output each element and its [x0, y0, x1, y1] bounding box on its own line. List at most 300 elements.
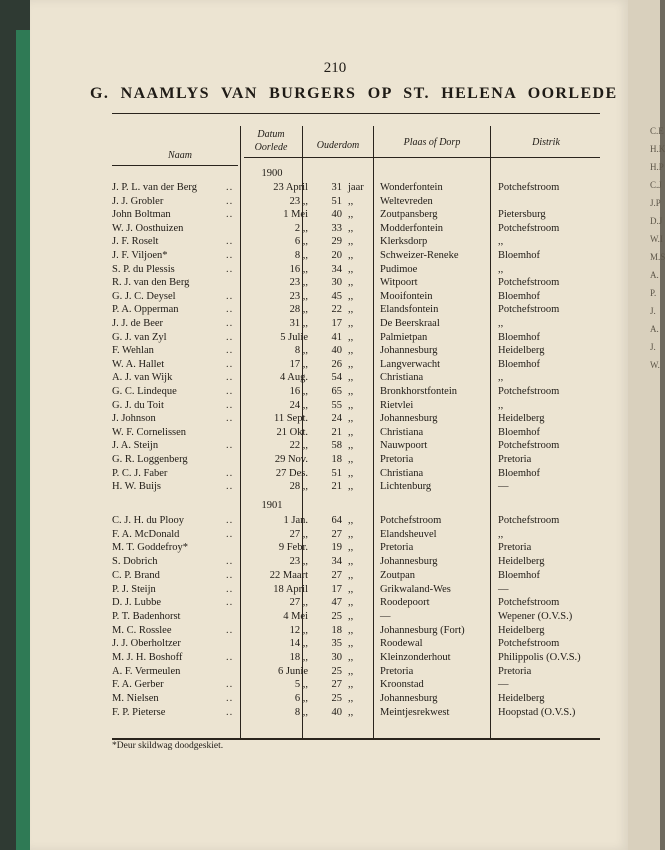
- cell-date: 11 Sept.: [273, 413, 308, 425]
- cell-name: F. A. Gerber: [112, 679, 164, 691]
- cell-date: 8 ,,: [294, 345, 308, 357]
- cell-district: Heidelberg: [498, 413, 545, 425]
- facing-page-text: W.: [650, 360, 660, 370]
- leader-dots: ..: [226, 236, 234, 248]
- cell-place: Pretoria: [380, 542, 414, 554]
- facing-page-text: A.: [650, 324, 659, 334]
- cell-district: Potchefstroom: [498, 386, 560, 397]
- cell-age: 34: [331, 556, 342, 568]
- cell-age-unit: ,,: [348, 638, 354, 650]
- facing-page-text: H.P: [650, 162, 664, 172]
- cell-date: 4 Mei: [283, 610, 308, 622]
- cell-age-unit: ,,: [348, 665, 354, 677]
- year-heading-1900: 1900: [261, 168, 283, 179]
- cell-place: Langverwacht: [380, 358, 441, 370]
- cell-name: C. P. Brand: [112, 569, 160, 581]
- cell-place: Roodewal: [380, 638, 423, 650]
- cell-age: 29: [331, 236, 342, 248]
- leader-dots: ..: [226, 413, 234, 425]
- cell-date: 6 Junie: [277, 665, 308, 677]
- cell-place: Meintjesrekwest: [380, 706, 450, 718]
- table-row: [112, 303, 612, 317]
- cell-district: Potchefstroom: [498, 222, 560, 234]
- cell-place: Roodepoort: [380, 597, 430, 609]
- table-row: [112, 371, 612, 385]
- cell-name: S. P. du Plessis: [112, 263, 175, 275]
- cell-name: M. T. Goddefroy*: [112, 542, 189, 554]
- table-row: [112, 249, 612, 263]
- cell-age: 33: [331, 222, 342, 234]
- cell-date: 4 Aug.: [279, 372, 308, 384]
- cell-age-unit: ,,: [348, 290, 354, 302]
- cell-age-unit: ,,: [348, 706, 354, 718]
- facing-page-text: M.S: [650, 252, 665, 262]
- cell-age: 55: [331, 399, 342, 411]
- cell-name: D. J. Lubbe: [112, 597, 161, 609]
- table-row: [112, 358, 612, 372]
- cell-age: 58: [331, 440, 342, 452]
- table-row: [112, 426, 612, 440]
- cell-age: 51: [331, 467, 342, 479]
- table-row: [112, 480, 612, 494]
- table-row: [112, 528, 612, 542]
- cell-age-unit: ,,: [348, 277, 354, 289]
- cell-district: Hoopstad (O.V.S.): [498, 706, 576, 718]
- table-row: [112, 331, 612, 345]
- cell-name: H. W. Buijs: [112, 481, 162, 493]
- cell-name: F. P. Pieterse: [112, 706, 166, 718]
- cell-age: 25: [331, 665, 342, 677]
- table-row: [112, 399, 612, 413]
- cell-date: 21 Okt.: [276, 426, 308, 438]
- cell-date: 28 ,,: [289, 481, 308, 493]
- cell-age: 20: [331, 250, 342, 261]
- leader-dots: ..: [226, 693, 234, 705]
- cell-age: 40: [331, 706, 342, 718]
- cell-age-unit: ,,: [348, 413, 354, 425]
- cell-district: ,,: [498, 263, 504, 275]
- cell-age: 64: [331, 515, 342, 526]
- table-row: [112, 514, 612, 528]
- cell-age-unit: ,,: [348, 679, 354, 691]
- table-row: [112, 706, 612, 720]
- cell-district: ,,: [498, 372, 504, 384]
- cell-age: 40: [331, 345, 342, 357]
- cell-name: P. T. Badenhorst: [112, 610, 181, 622]
- cell-age: 27: [331, 679, 342, 691]
- cell-date: 18 April: [273, 583, 308, 595]
- header-date-line2: Oorlede: [254, 142, 288, 153]
- leader-dots: ..: [226, 624, 234, 636]
- cell-place: Christiana: [380, 372, 424, 384]
- cell-name: G. R. Loggenberg: [112, 454, 188, 465]
- cell-age: 18: [331, 454, 342, 465]
- leader-dots: ..: [226, 399, 234, 411]
- leader-dots: ..: [226, 597, 234, 609]
- cell-district: Heidelberg: [498, 693, 545, 705]
- cell-age-unit: ,,: [348, 583, 354, 595]
- cell-age-unit: jaar: [348, 182, 364, 193]
- cell-district: Potchefstroom: [498, 440, 560, 452]
- cell-name: J. F. Viljoen*: [112, 250, 168, 261]
- table-row: [112, 385, 612, 399]
- cell-place: Potchefstroom: [380, 515, 442, 526]
- cell-district: Pietersburg: [498, 209, 546, 221]
- leader-dots: ..: [226, 331, 234, 343]
- leader-dots: ..: [226, 556, 234, 568]
- cell-date: 16 ,,: [289, 263, 308, 275]
- cell-date: 18 ,,: [289, 652, 308, 663]
- cell-age: 54: [331, 372, 342, 384]
- cell-date: 9 Febr.: [278, 542, 308, 554]
- table-row: [112, 181, 612, 195]
- cell-date: 6 ,,: [294, 236, 308, 248]
- cell-name: S. Dobrich: [112, 556, 158, 568]
- cell-date: 23 ,,: [289, 290, 308, 302]
- leader-dots: ..: [226, 209, 234, 221]
- leader-dots: ..: [226, 440, 234, 452]
- cell-place: Witpoort: [380, 277, 418, 289]
- cell-name: W. J. Oosthuizen: [112, 222, 184, 234]
- cell-age-unit: ,,: [348, 195, 354, 207]
- cell-district: Heidelberg: [498, 556, 545, 568]
- cell-name: J. J. de Beer: [112, 318, 164, 329]
- cell-place: Elandsfontein: [380, 304, 439, 316]
- cell-date: 8 ,,: [294, 250, 308, 261]
- table-row: [112, 439, 612, 453]
- facing-page-text: H.K: [650, 144, 665, 154]
- cell-name: J. P. L. van der Berg: [112, 182, 197, 193]
- cell-place: Mooifontein: [380, 290, 433, 302]
- cell-date: 1 Mei: [283, 209, 308, 221]
- table-top-rule: [112, 113, 600, 114]
- cell-date: 6 ,,: [294, 693, 308, 705]
- cell-age-unit: ,,: [348, 542, 354, 554]
- leader-dots: ..: [226, 706, 234, 718]
- table-row: [112, 290, 612, 304]
- cell-age-unit: ,,: [348, 209, 354, 221]
- cell-place: Grikwaland-Wes: [380, 583, 451, 595]
- cell-place: Zoutpansberg: [380, 209, 438, 221]
- cell-age: 21: [331, 481, 342, 493]
- table-bottom-rule: [112, 738, 600, 740]
- leader-dots: ..: [226, 318, 234, 329]
- cell-place: Klerksdorp: [380, 236, 428, 248]
- cell-district: —: [498, 481, 509, 493]
- cell-name: W. F. Cornelissen: [112, 426, 187, 438]
- header-name: Naam: [168, 150, 192, 161]
- cell-place: Modderfontein: [380, 222, 443, 234]
- leader-dots: ..: [226, 195, 234, 207]
- cell-date: 17 ,,: [289, 358, 308, 370]
- cell-date: 22 Maart: [269, 569, 308, 581]
- cell-age: 34: [331, 263, 342, 275]
- cell-age: 19: [331, 542, 342, 554]
- cell-district: Potchefstroom: [498, 515, 560, 526]
- cell-age: 45: [331, 290, 342, 302]
- cell-name: P. J. Steijn: [112, 583, 156, 595]
- cell-age-unit: ,,: [348, 236, 354, 248]
- cell-date: 27 Des.: [275, 467, 308, 479]
- cell-place: Johannesburg: [380, 345, 438, 357]
- cell-place: Pretoria: [380, 665, 414, 677]
- table-row: [112, 555, 612, 569]
- cell-name: M. J. H. Boshoff: [112, 652, 183, 663]
- cell-district: Bloemhof: [498, 331, 540, 343]
- cell-date: 22 ,,: [289, 440, 308, 452]
- cell-age: 35: [331, 638, 342, 650]
- facing-page-text: P.: [650, 288, 657, 298]
- cell-district: Potchefstroom: [498, 304, 560, 316]
- cell-place: Elandsheuvel: [380, 528, 437, 540]
- leader-dots: ..: [226, 263, 234, 275]
- cell-age: 22: [331, 304, 342, 316]
- cell-name: A. F. Vermeulen: [112, 665, 181, 677]
- cell-place: Johannesburg: [380, 693, 438, 705]
- cell-name: J. Johnson: [112, 413, 156, 425]
- cell-age: 25: [331, 693, 342, 705]
- cell-age-unit: ,,: [348, 515, 354, 526]
- header-age: Ouderdom: [316, 140, 360, 151]
- table-row: [112, 583, 612, 597]
- cell-place: Zoutpan: [380, 569, 415, 581]
- cell-name: F. A. McDonald: [112, 528, 180, 540]
- table-row: [112, 624, 612, 638]
- cell-age: 17: [331, 318, 342, 329]
- table-row: [112, 453, 612, 467]
- cell-place: Rietvlei: [380, 399, 414, 411]
- cell-name: G. J. van Zyl: [112, 331, 167, 343]
- cell-name: J. J. Grobler: [112, 195, 164, 207]
- leader-dots: ..: [226, 304, 234, 316]
- cell-age-unit: ,,: [348, 263, 354, 275]
- cell-name: J. F. Roselt: [112, 236, 159, 248]
- cell-district: ,,: [498, 399, 504, 411]
- cell-name: C. J. H. du Plooy: [112, 515, 185, 526]
- table-row: [112, 637, 612, 651]
- cell-name: G. C. Lindeque: [112, 386, 177, 397]
- cell-place: Kleinzonderhout: [380, 652, 451, 663]
- cell-place: Nauwpoort: [380, 440, 428, 452]
- cell-place: Kroonstad: [380, 679, 424, 691]
- table-row: [112, 235, 612, 249]
- cell-age-unit: ,,: [348, 454, 354, 465]
- cell-place: Lichtenburg: [380, 481, 432, 493]
- cell-place: Pudimoe: [380, 263, 418, 275]
- cell-district: Pretoria: [498, 542, 532, 554]
- footnote: *Deur skildwag doodgeskiet.: [112, 741, 224, 751]
- cell-district: Bloemhof: [498, 358, 540, 370]
- cell-age: 21: [331, 426, 342, 438]
- year-heading-1901: 1901: [261, 500, 283, 511]
- cell-age-unit: ,,: [348, 440, 354, 452]
- table-row: [112, 276, 612, 290]
- table-row: [112, 569, 612, 583]
- cell-district: Bloemhof: [498, 569, 540, 581]
- cell-date: 27 ,,: [289, 528, 308, 540]
- cell-age: 41: [331, 331, 342, 343]
- leader-dots: ..: [226, 467, 234, 479]
- cell-place: Christiana: [380, 467, 424, 479]
- table-row: [112, 541, 612, 555]
- leader-dots: ..: [226, 679, 234, 691]
- cell-age: 24: [331, 413, 342, 425]
- cell-place: —: [380, 610, 391, 622]
- cell-date: 31 ,,: [289, 318, 308, 329]
- cell-age: 27: [331, 569, 342, 581]
- leader-dots: ..: [226, 358, 234, 370]
- cell-district: Potchefstroom: [498, 597, 560, 609]
- cell-age-unit: ,,: [348, 528, 354, 540]
- cell-district: ,,: [498, 236, 504, 248]
- cell-date: 23 ,,: [289, 195, 308, 207]
- leader-dots: ..: [226, 290, 234, 302]
- cell-age: 18: [331, 624, 342, 636]
- table-row: [112, 651, 612, 665]
- cell-name: J. A. Steijn: [112, 440, 159, 452]
- cell-district: Potchefstroom: [498, 638, 560, 650]
- table-row: [112, 208, 612, 222]
- cell-age-unit: ,,: [348, 556, 354, 568]
- cell-age-unit: ,,: [348, 610, 354, 622]
- leader-dots: ..: [226, 583, 234, 595]
- cell-district: Bloemhof: [498, 467, 540, 479]
- cell-age: 65: [331, 386, 342, 397]
- cell-age: 25: [331, 610, 342, 622]
- cell-place: Bronkhorstfontein: [380, 386, 457, 397]
- cell-date: 27 ,,: [289, 597, 308, 609]
- cell-name: P. A. Opperman: [112, 304, 179, 316]
- cell-age-unit: ,,: [348, 426, 354, 438]
- cell-date: 29 Nov.: [274, 454, 308, 465]
- table-row: [112, 610, 612, 624]
- cell-age: 31: [331, 182, 342, 193]
- cell-age: 40: [331, 209, 342, 221]
- leader-dots: ..: [226, 528, 234, 540]
- cell-age: 47: [331, 597, 342, 609]
- cell-date: 2 ,,: [294, 222, 308, 234]
- cell-date: 5 Julie: [280, 331, 308, 343]
- cell-age: 30: [331, 652, 342, 663]
- cell-district: Wepener (O.V.S.): [498, 610, 573, 622]
- cell-date: 1 Jan.: [283, 515, 308, 526]
- table-row: [112, 317, 612, 331]
- leader-dots: ..: [226, 250, 234, 261]
- cell-date: 5 ,,: [294, 679, 308, 691]
- cell-age-unit: ,,: [348, 345, 354, 357]
- cell-name: M. C. Rosslee: [112, 624, 172, 636]
- cell-age-unit: ,,: [348, 399, 354, 411]
- facing-page-text: C.E: [650, 126, 664, 136]
- cell-district: Heidelberg: [498, 624, 545, 636]
- header-district: Distrik: [532, 137, 560, 148]
- cell-name: John Boltman: [112, 209, 171, 221]
- page-title: G. NAAMLYS VAN BURGERS OP ST. HELENA OORLEDE: [90, 85, 618, 102]
- cell-district: ,,: [498, 528, 504, 540]
- table-row: [112, 222, 612, 236]
- cell-place: De Beerskraal: [380, 318, 440, 329]
- cell-date: 23 April: [273, 182, 308, 193]
- cell-place: Johannesburg: [380, 556, 438, 568]
- cell-district: Potchefstroom: [498, 182, 560, 193]
- cell-age-unit: ,,: [348, 569, 354, 581]
- facing-page-text: J.P: [650, 198, 661, 208]
- table-row: [112, 344, 612, 358]
- cell-age-unit: ,,: [348, 652, 354, 663]
- cell-date: 28 ,,: [289, 304, 308, 316]
- cell-name: W. A. Hallet: [112, 358, 165, 370]
- facing-page-fragment: [628, 0, 665, 850]
- cell-date: 23 ,,: [289, 556, 308, 568]
- table-row: [112, 678, 612, 692]
- cell-age: 30: [331, 277, 342, 289]
- page-number: 210: [323, 60, 347, 76]
- cell-district: ,,: [498, 318, 504, 329]
- cell-age-unit: ,,: [348, 597, 354, 609]
- cell-place: Wonderfontein: [380, 182, 443, 193]
- cell-name: R. J. van den Berg: [112, 277, 190, 289]
- cell-place: Christiana: [380, 426, 424, 438]
- table-row: [112, 412, 612, 426]
- leader-dots: ..: [226, 515, 234, 526]
- cell-date: 23 ,,: [289, 277, 308, 289]
- cell-age-unit: ,,: [348, 358, 354, 370]
- cell-place: Johannesburg (Fort): [380, 624, 465, 636]
- cell-age-unit: ,,: [348, 250, 354, 261]
- header-date: [242, 128, 300, 154]
- cell-age: 51: [331, 195, 342, 207]
- cell-district: Pretoria: [498, 665, 532, 677]
- cell-name: P. C. J. Faber: [112, 467, 168, 479]
- table-row: [112, 665, 612, 679]
- leader-dots: ..: [226, 569, 234, 581]
- cell-age-unit: ,,: [348, 386, 354, 397]
- cell-district: Bloemhof: [498, 426, 540, 438]
- cell-date: 8 ,,: [294, 706, 308, 718]
- cell-district: Bloemhof: [498, 290, 540, 302]
- leader-dots: ..: [226, 345, 234, 357]
- cell-age-unit: ,,: [348, 624, 354, 636]
- cell-age-unit: ,,: [348, 318, 354, 329]
- table-row: [112, 692, 612, 706]
- facing-page-text: W.I: [650, 234, 663, 244]
- cell-place: Pretoria: [380, 454, 414, 465]
- cell-age: 27: [331, 528, 342, 540]
- cell-name: G. J. du Toit: [112, 399, 164, 411]
- cell-district: —: [498, 583, 509, 595]
- cell-place: Palmietpan: [380, 331, 428, 343]
- cell-name: G. J. C. Deysel: [112, 290, 176, 302]
- facing-page-text: C.J: [650, 180, 662, 190]
- cell-district: Philippolis (O.V.S.): [498, 652, 581, 663]
- cell-age-unit: ,,: [348, 481, 354, 493]
- header-rule-rest: [244, 157, 600, 158]
- cell-name: F. Wehlan: [112, 345, 154, 357]
- table-row: [112, 596, 612, 610]
- cell-name: A. J. van Wijk: [112, 372, 173, 384]
- table-row: [112, 263, 612, 277]
- cell-place: Schweizer-Reneke: [380, 250, 459, 261]
- cell-age-unit: ,,: [348, 372, 354, 384]
- cell-age-unit: ,,: [348, 222, 354, 234]
- cell-age-unit: ,,: [348, 304, 354, 316]
- cell-district: Pretoria: [498, 454, 532, 465]
- facing-page-text: D.J: [650, 216, 663, 226]
- cell-date: 14 ,,: [289, 638, 308, 650]
- cell-district: Potchefstroom: [498, 277, 560, 289]
- cell-age-unit: ,,: [348, 467, 354, 479]
- leader-dots: ..: [226, 372, 234, 384]
